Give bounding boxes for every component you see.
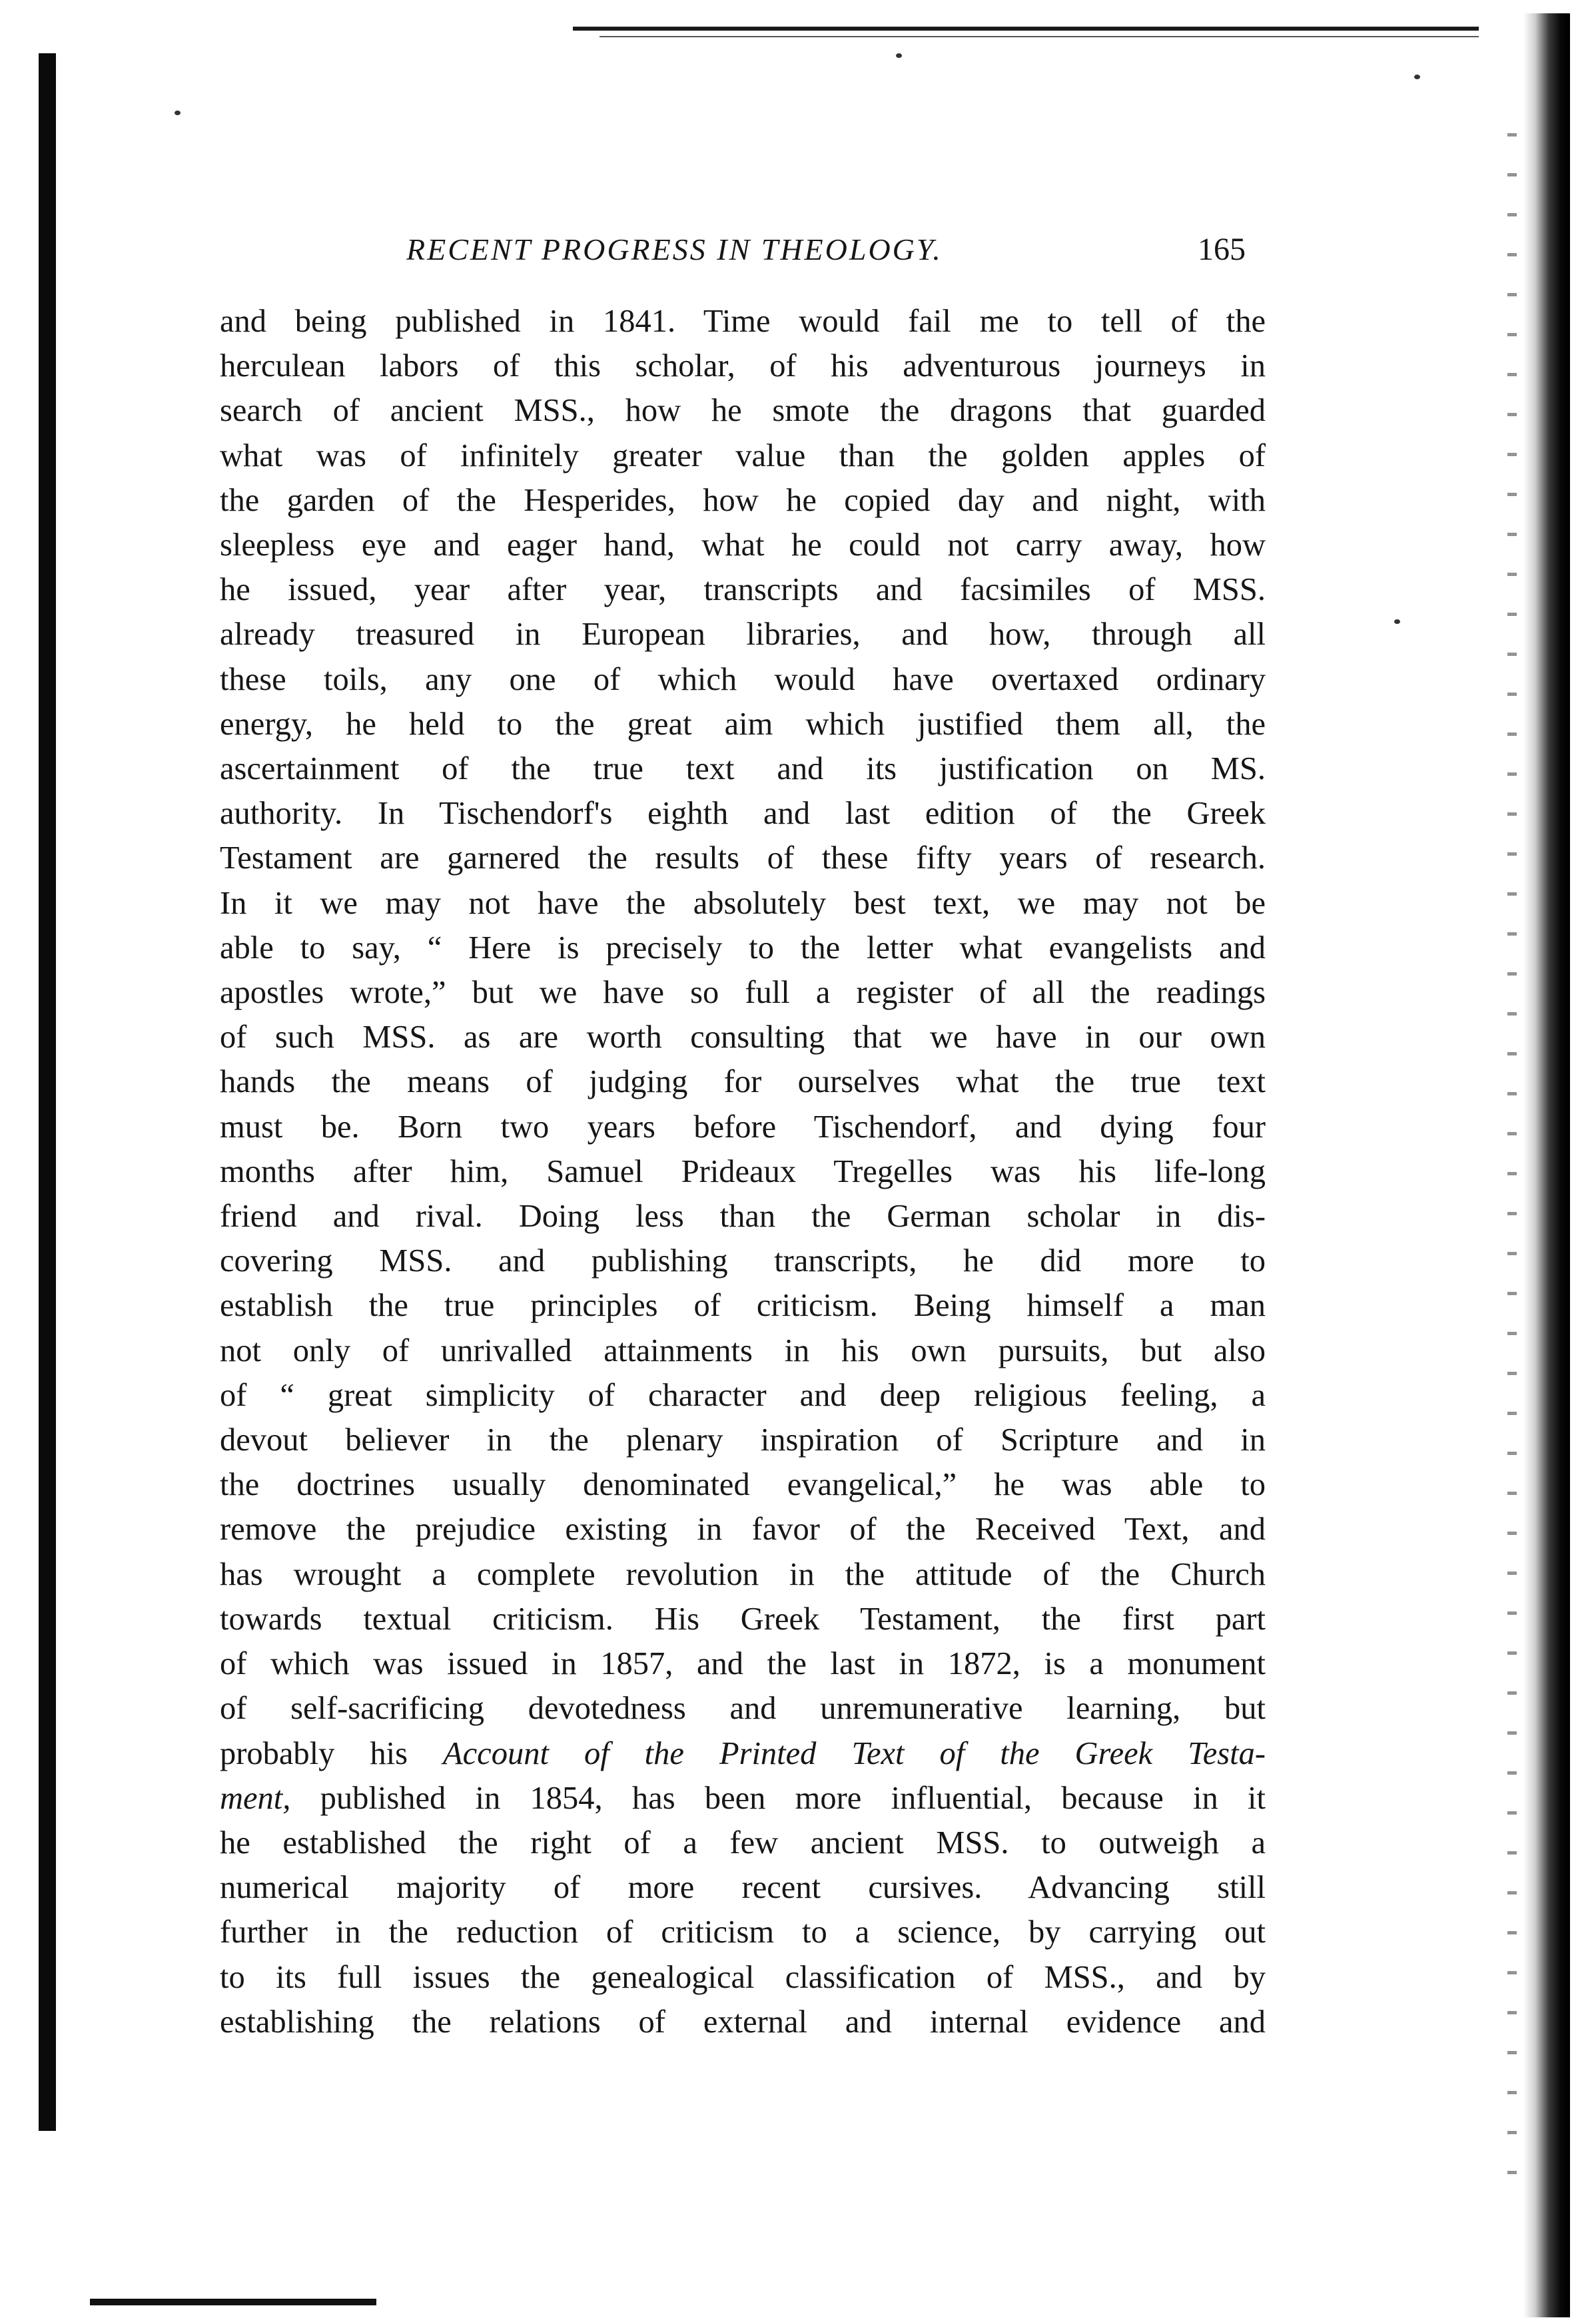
page-number: 165	[1198, 232, 1246, 267]
text-line: hands the means of judging for ourselves what the true text	[220, 1064, 1266, 1100]
scan-right-edge-shadow	[1523, 13, 1570, 2317]
text-line: the garden of the Hesperides, how he copied day and night, with	[220, 482, 1266, 518]
text-line-with-title	[220, 1776, 1266, 1821]
text-line: search of ancient MSS., how he smote the dragons that guarded	[220, 393, 1266, 429]
text-line: Testament are garnered the results of these fifty years of research.	[220, 840, 1266, 876]
text-line: devout believer in the plenary inspiration of Scripture and in	[220, 1422, 1266, 1458]
text-line: sleepless eye and eager hand, what he could not carry away, how	[220, 527, 1266, 563]
book-title-italic: Account of the Printed Text of the Greek Testa-	[443, 1735, 1266, 1771]
book-title-italic: ment,	[220, 1780, 291, 1816]
text-line: establishing the relations of external and internal evidence and	[220, 2004, 1266, 2040]
book-page	[220, 230, 1266, 2044]
text-line: to its full issues the genealogical classification of MSS., and by	[220, 1959, 1266, 1995]
text-line: ascertainment of the true text and its justification on MS.	[220, 751, 1266, 787]
scan-speck	[175, 111, 181, 115]
text-line: not only of unrivalled attainments in his own pursuits, but also	[220, 1332, 1266, 1368]
text-line: already treasured in European libraries, and how, through all	[220, 617, 1266, 653]
scan-speck	[896, 53, 902, 58]
text-line: of self-sacrificing devotedness and unremunerative learning, but	[220, 1691, 1266, 1727]
text-line: months after him, Samuel Prideaux Tregelles was his life-long	[220, 1153, 1266, 1189]
text-line: and being published in 1841. Time would fail me to tell of the	[220, 304, 1266, 339]
text-line: friend and rival. Doing less than the German scholar in dis-	[220, 1199, 1266, 1235]
running-title: RECENT PROGRESS IN THEOLOGY.	[406, 232, 943, 266]
scan-speck	[1394, 619, 1400, 624]
scan-top-rule	[573, 27, 1479, 31]
scan-speck	[1414, 75, 1420, 79]
text-line: he issued, year after year, transcripts and facsimiles of MSS.	[220, 572, 1266, 608]
text-line: these toils, any one of which would have overtaxed ordinary	[220, 661, 1266, 697]
text-line: of which was issued in 1857, and the last in 1872, is a monument	[220, 1646, 1266, 1682]
running-header	[220, 230, 1266, 283]
text-line: he established the right of a few ancient MSS. to outweigh a	[220, 1825, 1266, 1861]
text-line: has wrought a complete revolution in the attitude of the Church	[220, 1556, 1266, 1592]
text-line: In it we may not have the absolutely best text, we may not be	[220, 885, 1266, 921]
scan-top-rule-thin	[599, 36, 1479, 37]
body-text	[220, 299, 1266, 2044]
text-line: of “ great simplicity of character and deep religious feeling, a	[220, 1377, 1266, 1413]
text-line: apostles wrote,” but we have so full a register of all the readings	[220, 975, 1266, 1011]
text-line: remove the prejudice existing in favor of the Received Text, and	[220, 1512, 1266, 1548]
text-line: herculean labors of this scholar, of his adventurous journeys in	[220, 348, 1266, 384]
text-line-with-title	[220, 1731, 1266, 1776]
text-line: what was of infinitely greater value than the golden apples of	[220, 437, 1266, 473]
scan-right-specks	[1507, 133, 1517, 2197]
text-line: establish the true principles of criticism. Being himself a man	[220, 1288, 1266, 1324]
text-line: authority. In Tischendorf's eighth and last edition of the Greek	[220, 796, 1266, 832]
text-line: of such MSS. as are worth consulting that we have in our own	[220, 1019, 1266, 1055]
text-line: energy, he held to the great aim which justified them all, the	[220, 706, 1266, 742]
text-line: covering MSS. and publishing transcripts, he did more to	[220, 1243, 1266, 1279]
text-line: numerical majority of more recent cursives. Advancing still	[220, 1870, 1266, 1906]
text-line: further in the reduction of criticism to a science, by carrying out	[220, 1914, 1266, 1950]
scan-left-edge-shadow	[39, 53, 56, 2131]
scan-bottom-rule	[90, 2299, 376, 2305]
text-line: the doctrines usually denominated evangelical,” he was able to	[220, 1467, 1266, 1503]
text-line: must be. Born two years before Tischendorf, and dying four	[220, 1109, 1266, 1145]
text-line: able to say, “ Here is precisely to the letter what evangelists and	[220, 930, 1266, 966]
text-segment: published in 1854, has been more influential, because in it	[290, 1780, 1266, 1816]
text-line: towards textual criticism. His Greek Testament, the first part	[220, 1601, 1266, 1637]
text-segment: probably his	[220, 1735, 444, 1771]
